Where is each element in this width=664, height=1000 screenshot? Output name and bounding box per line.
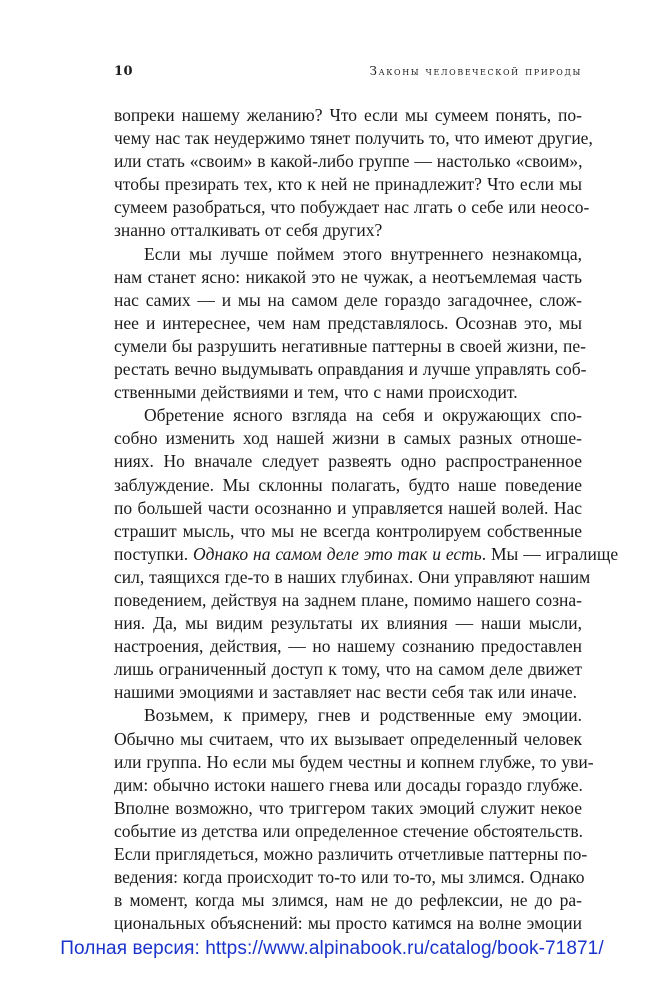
text-run: . Мы — игралище bbox=[481, 543, 619, 564]
text-line: Если приглядеться, можно различить отчетливые паттерны по- bbox=[114, 844, 588, 864]
body-text bbox=[114, 104, 619, 935]
text-line: собно изменить ход нашей жизни в самых разных отноше- bbox=[114, 428, 582, 449]
text-line: нее и интереснее, чем нам представлялось. Осознав это, мы bbox=[114, 312, 582, 333]
text-line: настроения, действия, — но нашему сознанию предоставлен bbox=[114, 636, 582, 657]
text-line: рестать вечно выдумывать оправдания и лучше управлять соб- bbox=[114, 359, 587, 380]
text-line: в момент, когда мы злимся, нам не до рефлексии, не до ра- bbox=[114, 890, 582, 911]
text-line: поведением, действуя на заднем плане, помимо нашего созна- bbox=[114, 589, 582, 610]
text-line: ведения: когда происходит то-то или то-то, мы злимся. Однако bbox=[114, 867, 585, 888]
paragraph-4 bbox=[114, 704, 594, 935]
text-line: Если мы лучше поймем этого внутреннего незнакомца, bbox=[144, 243, 582, 264]
text-run: поступки. bbox=[114, 543, 193, 564]
text-line: лишь ограниченный доступ к тому, что на самом деле движет bbox=[114, 659, 582, 680]
text-line: дим: обычно истоки нашего гнева или досады гораздо глубже. bbox=[114, 774, 583, 795]
page-number: 10 bbox=[114, 64, 134, 79]
paragraph-1 bbox=[114, 104, 593, 243]
text-line: сумеем разобраться, что побуждает нас лгать о себе или неосо- bbox=[114, 197, 590, 218]
text-line: по большей части осознанно и управляется нашей волей. Нас bbox=[114, 497, 582, 518]
italic-emphasis: Однако на самом деле это так и есть bbox=[192, 543, 482, 564]
chapter-title: Законы человеческой природы bbox=[369, 64, 582, 78]
text-line: ния. Да, мы видим результаты их влияния — наши мысли, bbox=[114, 613, 582, 634]
text-line: страшит мысль, что мы не всегда контролируем собственные bbox=[114, 520, 582, 541]
paragraph-3 bbox=[114, 404, 619, 704]
text-line: сил, таящихся где-то в наших глубинах. Они управляют нашим bbox=[114, 566, 591, 587]
text-line: Возьмем, к примеру, гнев и родственные ему эмоции. bbox=[144, 705, 582, 726]
text-line: Обретение ясного взгляда на себя и окружающих спо- bbox=[144, 405, 582, 426]
text-line: или группа. Но если мы будем честны и копнем глубже, то уви- bbox=[114, 751, 594, 772]
text-line: чему нас так неудержимо тянет получить то, что имеют другие, bbox=[114, 128, 593, 149]
text-line: ственными действиями и тем, что с нами происходит. bbox=[114, 382, 518, 403]
text-line: заблуждение. Мы склонны полагать, будто наше поведение bbox=[114, 474, 582, 495]
text-line: сумели бы разрушить негативные паттерны в своей жизни, пе- bbox=[114, 335, 586, 356]
paragraph-2 bbox=[114, 243, 587, 405]
full-version-link[interactable]: Полная версия: https://www.alpinabook.ru/catalog/book-71871/ bbox=[60, 938, 604, 959]
text-line: нашими эмоциями и заставляет нас вести себя так или иначе. bbox=[114, 682, 578, 703]
text-line: чтобы презирать тех, кто к ней не принадлежит? Что если мы bbox=[114, 174, 582, 195]
text-line: событие из детства или определенное стечение обстоятельств. bbox=[114, 820, 584, 841]
text-line: или стать «своим» в какой-либо группе — настолько «своим», bbox=[114, 151, 583, 172]
text-line: нам станет ясно: никакой это не чужак, а неотъемлемая часть bbox=[114, 266, 582, 287]
text-line: Вполне возможно, что триггером таких эмоций служит некое bbox=[114, 797, 582, 818]
text-line: циональных объяснений: мы просто катимся на волне эмоции bbox=[114, 913, 582, 934]
text-line: нас самих — и мы на самом деле гораздо загадочнее, слож- bbox=[114, 289, 582, 310]
text-line: ниях. Но вначале следует развеять одно распространенное bbox=[114, 451, 582, 472]
text-line: Обычно мы считаем, что их вызывает определенный человек bbox=[114, 728, 582, 749]
text-line-with-italic bbox=[114, 543, 619, 566]
text-line: знанно отталкивать от себя других? bbox=[114, 220, 383, 241]
running-head bbox=[114, 64, 582, 86]
text-line: вопреки нашему желанию? Что если мы сумеем понять, по- bbox=[114, 105, 582, 125]
